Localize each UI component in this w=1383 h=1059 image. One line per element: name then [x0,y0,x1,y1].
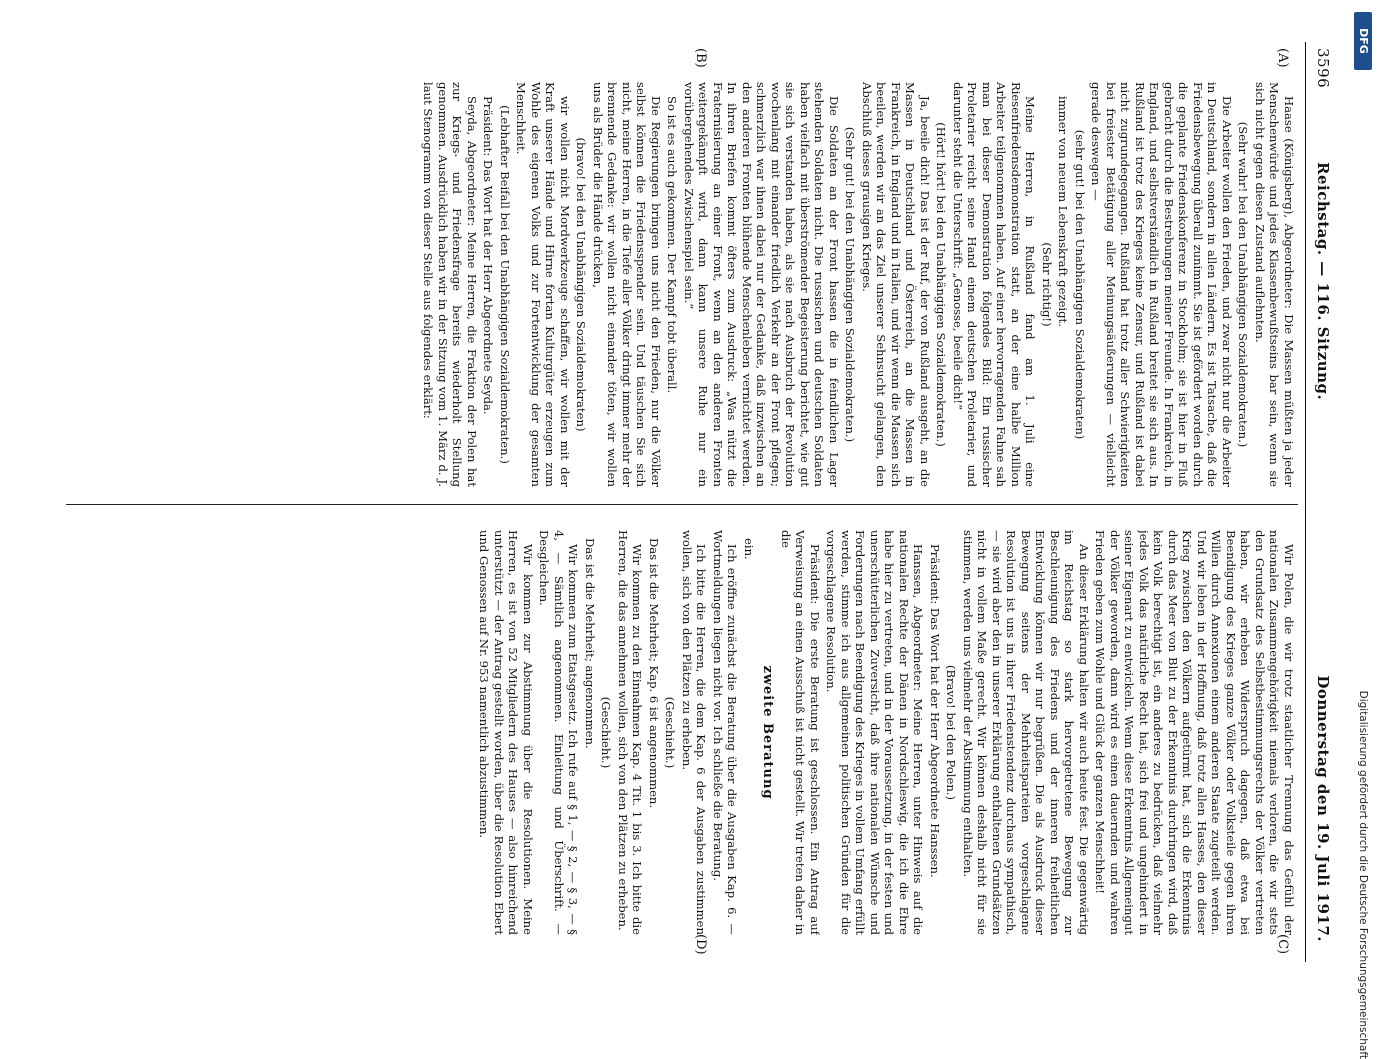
paragraph: Wir kommen zum Etatsgesetz. Ich rufe auf § 1, — § 2, — § 3, — § 4, — Sämtlich angenommen. Einleitung und Überschrift. — Desgleichen. [537,530,581,935]
paragraph: Präsident: Die erste Beratung ist geschlossen. Ein Antrag auf Verweisung an einen Ausschuß ist nicht gestellt. Wir treten daher in die [779,530,822,935]
interjection: (Geschieht.) [663,696,678,769]
interjection: (Bravo! bei den Polen.) [944,664,959,801]
column-divider [66,504,1298,505]
paragraph: Haase (Königsberg), Abgeordneter: Die Massen müßten ja jeder Menschenwürde und jedes Klassenbewußtseins bar sein, wenn sie sich nicht gegen diesen Zustand auflehnten. [1253,82,1296,487]
paragraph: ein. [742,538,756,560]
header-date: Donnerstag den 19. Juli 1917. [1314,675,1332,942]
paragraph: Präsident: Das Wort hat der Herr Abgeordnete Seyda. [481,96,496,415]
rotated-document-page [56,42,1336,962]
paragraph: So ist es auch gekommen. Der Kampf tobt überall. [665,96,680,394]
paragraph: Wir kommen zur Abstimmung über die Resolutionen. Meine Herren, es ist von 52 Mitgliedern des Hauses — also hinreichend unterstützt — der Antrag gestellt worden, über die Resolution Ebert und Genossen auf Nr. 953 namentlich abzustimmen. [477,530,535,935]
paragraph: immer von neuem Lebenskraft gezeigt. [1056,96,1071,327]
interjection: (Hört! hört! bei den Unabhängigen Sozialdemokraten.) [934,122,949,447]
interjection: (sehr gut! bei den Unabhängigen Sozialdemokraten) [1073,129,1087,440]
left-text-column [68,82,1296,487]
section-heading: zweite Beratung [760,665,776,800]
digitization-note: Digitalisierung gefördert durch die Deutsche Forschungsgemeinschaft [1357,690,1369,1059]
paragraph: Hanssen, Abgeordneter: Meine Herren, unter Hinweis auf die nationalen Rechte der Dänen in Nordschleswig, die ich die Ehre habe hier zu vertreten, und in der Voraussetzung, in der festen und unerschütterlichen Zuversicht, daß ihre nationalen Wünsche und Forderungen nach Beendigung des Krieges in vollem Umfang erfüllt werden, stimme ich aus allgemeinen politischen Gründen für die vorgeschlagene Resolution. [824,530,926,935]
interjection: (bravo! bei den Unabhängigen Sozialdemokraten) [574,137,589,432]
interjection: (Geschieht.) [599,696,614,769]
paragraph: wir wollen nicht Mordwerkzeuge schaffen, wir wollen mit der Kraft unserer Hände und Hirne fortan Kulturgüter erzeugen zum Wohle des eigenen Volks und zur Fortentwicklung der gesamten Menschheit. [514,82,572,487]
paragraph: Seyda, Abgeordneter: Meine Herren, die Fraktion der Polen hat zur Kriegs- und Friedensfrage bereits wiederholt Stellung genommen. Ausdrücklich haben wir in der Sitzung vom 1. März d. J. laut Stenogramm von dieser Stelle aus folgendes erklärt: [421,82,479,487]
page-number: 3596 [1314,48,1332,89]
paragraph: Das ist die Mehrheit; angenommen. [583,538,597,749]
paragraph: Wir kommen zu den Einnahmen Kap. 4 Tit. 1 bis 3. Ich bitte die Herren, die das annehmen wollen, sich von den Plätzen zu erheben. [616,530,645,935]
paragraph: Die Regierungen bringen uns nicht den Frieden, nur die Völker selbst können die Friedensspender sein. Und täuschen Sie sich nicht, meine Herren, in die Tiefe aller Völker dringt immer mehr der brennende Gedanke: wir wollen nicht einander töten, wir wollen uns als Brüder die Hände drücken, [591,82,663,487]
paragraph: Meine Herren, in Rußland fand am 1. Juli eine Riesenfriedensdemonstration statt, an der eine halbe Million Arbeiter teilgenommen haben. Auf einer hervorragenden Fahne sah man bei dieser Demonstration folgendes Bild: Ein russischer Proletarier reicht seine Hand einem deutschen Proletarier, und darunter steht die Unterschrift: „Genosse, beeile dich!“ [951,82,1038,487]
paragraph: Wir Polen, die wir trotz staatlicher Trennung das Gefühl der nationalen Zusammengehörigkeit niemals verloren, die wir stets den Grundsatz des Selbstbestimmungsrechts der Völker vertreten haben, wir erheben Widerspruch dagegen, daß etwa bei Beendigung des Krieges ganze Völker oder Volksteile gegen ihren Willen durch Annexionen einem anderen Staate zugeteilt werden. Und wir leben in der Hoffnung, daß trotz allen Hasses, den dieser Krieg zwischen den Völkern aufgetürmt hat, sich die Erkenntnis durch das Meer von Blut zu der Erkenntnis durchringen wird, daß kein Volk berechtigt ist, ein anderes zu bedrücken, daß vielmehr jedes Volk das natürliche Recht hat, sich frei und ungehindert in seiner Eigenart zu entwickeln. Wenn diese Erkenntnis Allgemeingut der Völker geworden, dann wird es einen dauernden und wahren Frieden geben zum Wohle und Glück der ganzen Menschheit! [1093,530,1296,935]
interjection: (Sehr gut! bei den Unabhängigen Sozialdemokraten.) [843,126,858,443]
paragraph: Präsident: Das Wort hat der Herr Abgeordnete Hanssen. [928,544,942,878]
digitization-credit-strip [1352,8,1378,1059]
paragraph: Das ist die Mehrheit; Kap. 6 ist angenommen. [647,538,661,809]
running-header [1305,42,1336,962]
margin-mark-d: (D) [693,934,708,955]
dfg-logo-text: DFG [1357,28,1370,54]
right-text-column [68,530,1296,935]
header-session-title: Reichstag. — 116. Sitzung. [1314,162,1332,401]
interjection: (Sehr wahr! bei den Unabhängigen Sozialdemokraten.) [1236,121,1251,448]
dfg-logo [1354,12,1372,70]
paragraph: Ja, beeile dich! Das ist der Ruf, der von Rußland ausgeht, an die Massen in Deutschland und Österreich, an die Massen in Frankreich, in England und in Italien, und wir wenn die Massen sich beeilen, werden wir an das Ziel unserer Sehnsucht gelangen, den Abschluß dieses grausigen Krieges. [860,82,932,487]
interjection: (Lebhafter Beifall bei den Unabhängigen Sozialdemokraten.) [498,105,512,464]
margin-mark-a: (A) [1275,48,1290,68]
paragraph: Die Arbeiter wollen den Frieden, und zwar nicht nur die Arbeiter in Deutschland, sondern in allen Ländern. Es ist Tatsache, daß die Friedensbewegung überall zunimmt. Sie ist gefördert worden durch die geplante Friedenskonferenz in Stockholm; sie ist hier in Fluß gebracht durch die Bestrebungen meiner Freunde. In Frankreich, in England, und selbstverständlich in Rußland breitet sie sich aus. In Rußland ist trotz des Krieges keine Zensur, und Rußland ist dabei nicht zugrundegegangen. Rußland hat trotz aller Schwierigkeiten bei freiester Betätigung aller Meinungsäußerungen — vielleicht gerade deswegen — [1089,82,1234,487]
interjection: (Sehr richtig!) [1040,242,1054,327]
paragraph: Die Soldaten an der Front hassen die in feindlichen Lager stehenden Soldaten nicht. Die russischen und deutschen Soldaten haben vielfach mit überströmender Begeisterung berichtet, wie gut sie sich verstanden haben, als sie nach Ausbruch der Revolution wochenlang mit einander friedlich Verkehr an der Front pflegen; schmerzlich war ihnen dabei nur der Gedanke, daß inzwischen an den anderen Fronten blühende Menschenleben vernichtet werden. In ihren Briefen kommt öfters zum Ausdruck: „Was nützt die Fraternisierung an einer Front, wenn an den anderen Fronten weitergekämpft wird, dann kann unsere Ruhe nur ein vorübergehendes Zwischenspiel sein.“ [682,82,841,487]
margin-mark-b: (B) [693,48,708,68]
paragraph: Ich bitte die Herren, die dem Kap. 6 der Ausgaben zustimmen wollen, sich von den Plätzen zu erheben. [680,530,709,935]
paragraph: Ich eröffne zunächst die Beratung über die Ausgaben Kap. 6. — Wortmeldungen liegen nicht vor. Ich schließe die Beratung. [711,530,740,935]
margin-mark-c: (C) [1275,934,1290,955]
paragraph: An dieser Erklärung halten wir auch heute fest. Die gegenwärtig im Reichstag so stark hervorgetretene Bewegung zur Beschleunigung des Friedens und der inneren freiheitlichen Entwicklung können wir nur begrüßen. Die als Ausdruck dieser Bewegung seitens der Mehrheitsparteien vorgeschlagene Resolution ist uns in ihrer Friedenstendenz durchaus sympathisch, — sie wird aber den in unserer Erklärung enthaltenen Grundsätzen nicht in vollem Maße gerecht. Wir können deshalb nicht für sie stimmen, werden uns vielmehr der Abstimmung enthalten. [961,530,1091,935]
